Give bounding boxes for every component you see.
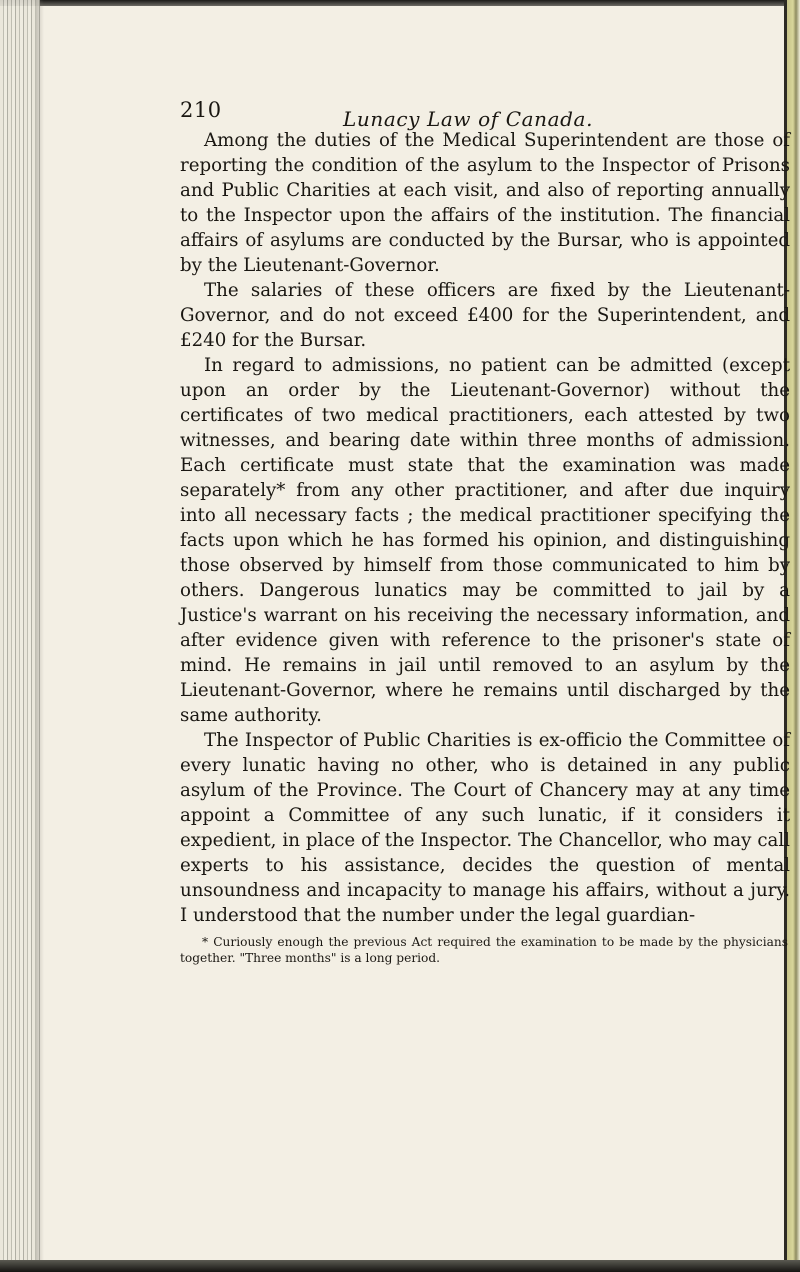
paragraph: The salaries of these officers are fixed by the Lieutenant-Governor, and do not exceed £400 for the Superintendent, and £240 for the Bursar. [180, 280, 790, 351]
scan-top-edge [0, 0, 800, 6]
running-title: Lunacy Law of Canada. [343, 107, 594, 131]
footnote-text: * Curiously enough the previous Act required the examination to be made by the physicians together. "Three months" is a long period. [180, 935, 788, 965]
paragraph: In regard to admissions, no patient can be admitted (except upon an order by the Lieutenant-Governor) without the certificates of two medical practitioners, each attested by two witnesses, and bearing date within three months of admission. Each certificate must state that the examination was made separately* from any other practitioner, and after due inquiry into all necessary facts ; the medical practitioner specifying the facts upon which he has formed his opinion, and distinguishing those observed by himself from those communicated to him by others. Dangerous lunatics may be committed to jail by a Justice's warrant on his receiving the necessary information, and after evidence given with reference to the prisoner's state of mind. He remains in jail until removed to an asylum by the Lieutenant-Governor, where he remains until discharged by the same authority. [180, 355, 790, 726]
footnote [180, 934, 788, 966]
binding-shadow [36, 0, 44, 1272]
book-binding-edge [0, 0, 40, 1272]
body-text [180, 128, 790, 928]
paragraph: Among the duties of the Medical Superintendent are those of reporting the condition of the asylum to the Inspector of Prisons and Public Charities at each visit, and also of reporting annually to the Inspector upon the affairs of the institution. The financial affairs of asylums are conducted by the Bursar, who is appointed by the Lieutenant-Governor. [180, 130, 790, 276]
paragraph: The Inspector of Public Charities is ex-officio the Committee of every lunatic having no other, who is detained in any public asylum of the Province. The Court of Chancery may at any time appoint a Committee of any such lunatic, if it considers it expedient, in place of the Inspector. The Chancellor, who may call experts to his assistance, decides the question of mental unsoundness and incapacity to manage his affairs, without a jury. I understood that the number under the legal guardian- [180, 730, 790, 926]
page-header [180, 78, 780, 131]
scan-bottom-edge [0, 1260, 800, 1272]
page-content [180, 78, 790, 966]
page-number: 210 [180, 98, 222, 122]
